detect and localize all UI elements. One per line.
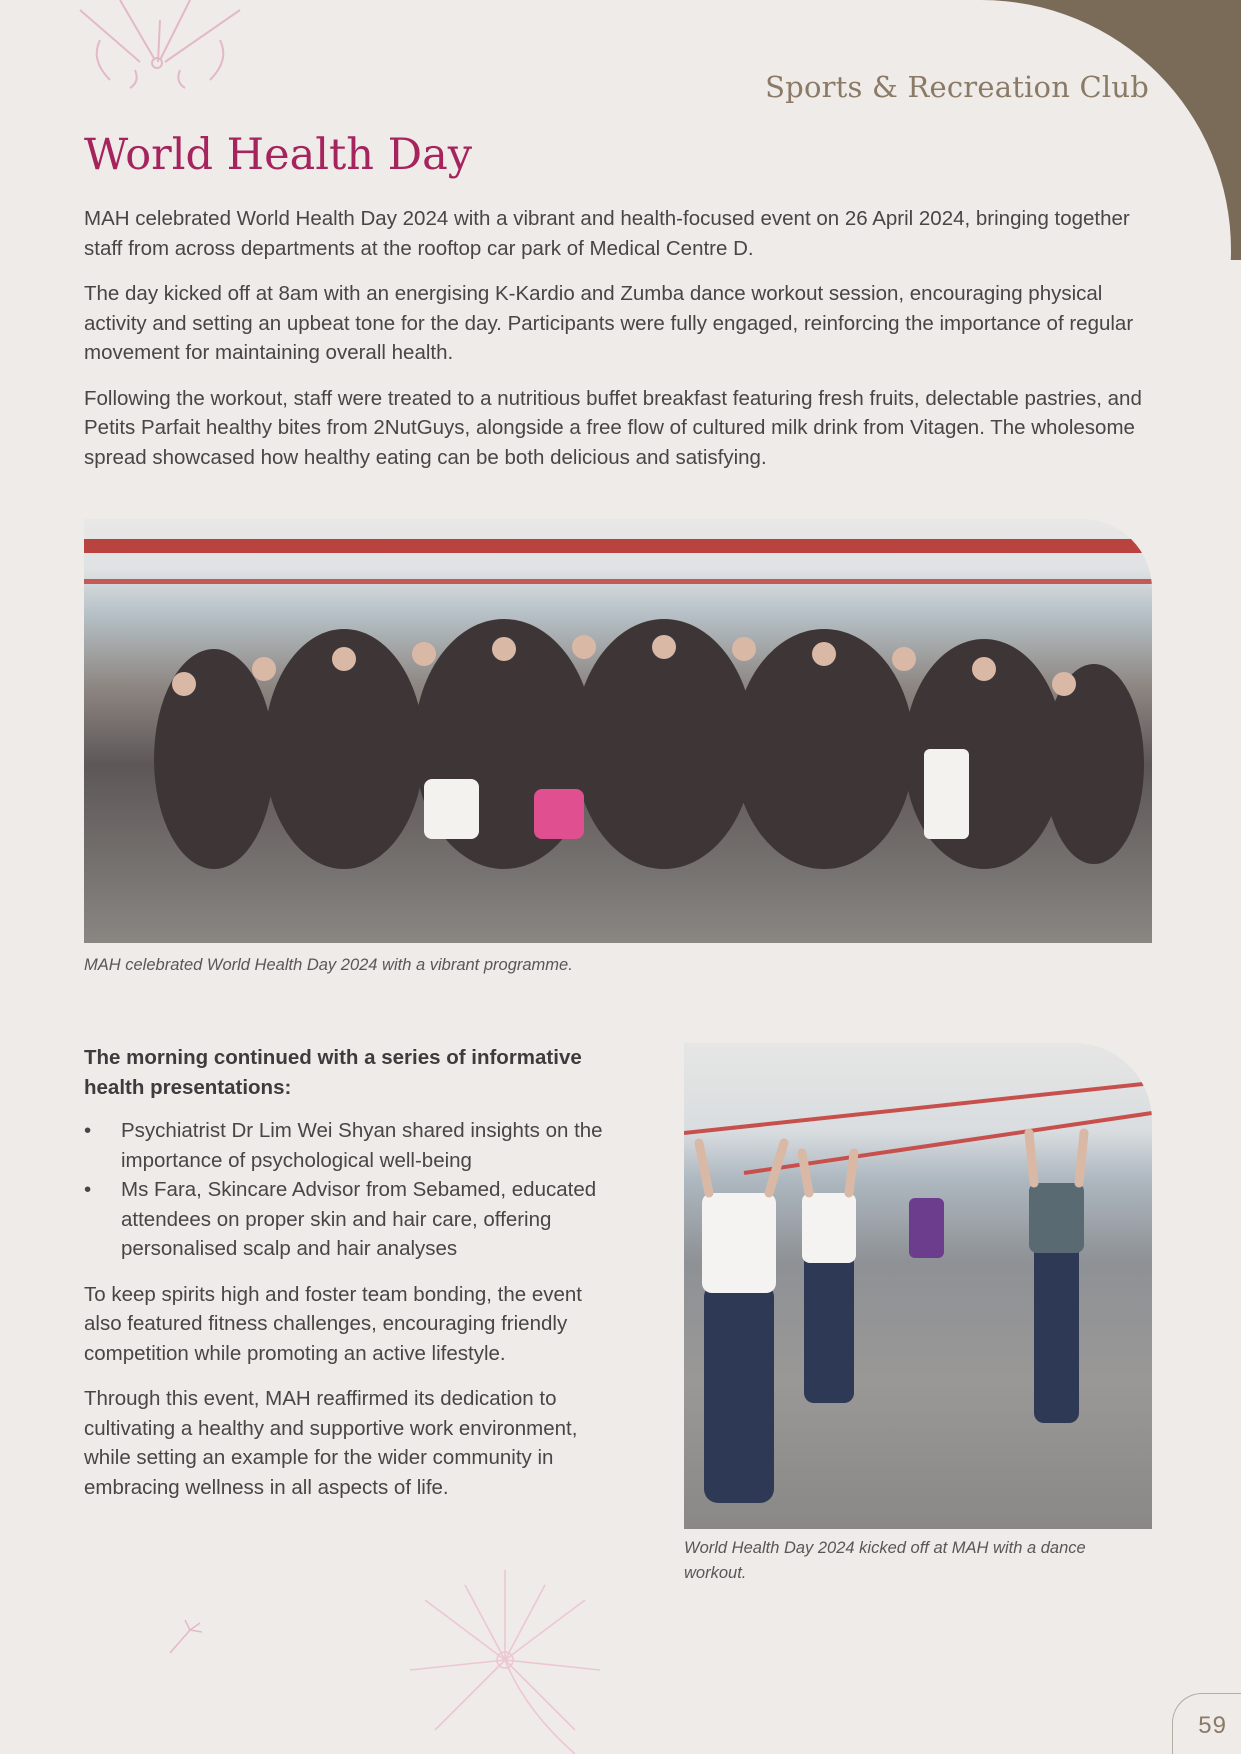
photo-caption: World Health Day 2024 kicked off at MAH with a dance workout. <box>684 1539 1086 1582</box>
photo-caption: MAH celebrated World Health Day 2024 with a vibrant programme. <box>84 956 573 974</box>
lead-in: The morning continued with a series of informative health presentations: <box>84 1046 582 1099</box>
presentations-section <box>84 1043 624 1518</box>
page-title: World Health Day <box>84 130 473 180</box>
presentations-list <box>84 1116 624 1264</box>
list-item: • Ms Fara, Skincare Advisor from Sebamed, educated attendees on proper skin and hair care, offering personalised scalp and hair analyses <box>84 1175 624 1264</box>
intro-paragraph: Following the workout, staff were treated to a nutritious buffet breakfast featuring fresh fruits, delectable pastries, and Petits Parfait healthy bites from 2NutGuys, alongside a free flow of cultured milk drink from Vitagen. The wholesome spread showcased how healthy eating can be both delicious and satisfying. <box>84 386 1142 469</box>
intro-text <box>84 204 1144 488</box>
list-item: • Psychiatrist Dr Lim Wei Shyan shared insights on the importance of psychological well-being <box>84 1116 624 1175</box>
dance-workout-photo <box>684 1043 1152 1529</box>
dandelion-bottom-icon <box>395 1560 625 1754</box>
closing-paragraph: To keep spirits high and foster team bonding, the event also featured fitness challenges, encouraging friendly competition while promoting an active lifestyle. <box>84 1282 583 1365</box>
group-photo <box>84 519 1152 943</box>
intro-paragraph: MAH celebrated World Health Day 2024 with a vibrant and health-focused event on 26 April 2024, bringing together staff from across departments at the rooftop car park of Medical Centre D. <box>84 207 1130 260</box>
section-label: Sports & Recreation Club <box>765 70 1149 104</box>
closing-paragraph: Through this event, MAH reaffirmed its dedication to cultivating a healthy and supportive work environment, while setting an example for the wider community in embracing wellness in all aspects of life. <box>84 1387 578 1499</box>
page-number: 59 <box>1198 1712 1227 1739</box>
intro-paragraph: The day kicked off at 8am with an energising K-Kardio and Zumba dance workout session, encouraging physical activity and setting an upbeat tone for the day. Participants were fully engaged, reinforcing the importance of regular movement for maintaining overall health. <box>84 282 1134 364</box>
dandelion-top-icon <box>40 0 290 90</box>
seed-icon <box>165 1618 205 1658</box>
